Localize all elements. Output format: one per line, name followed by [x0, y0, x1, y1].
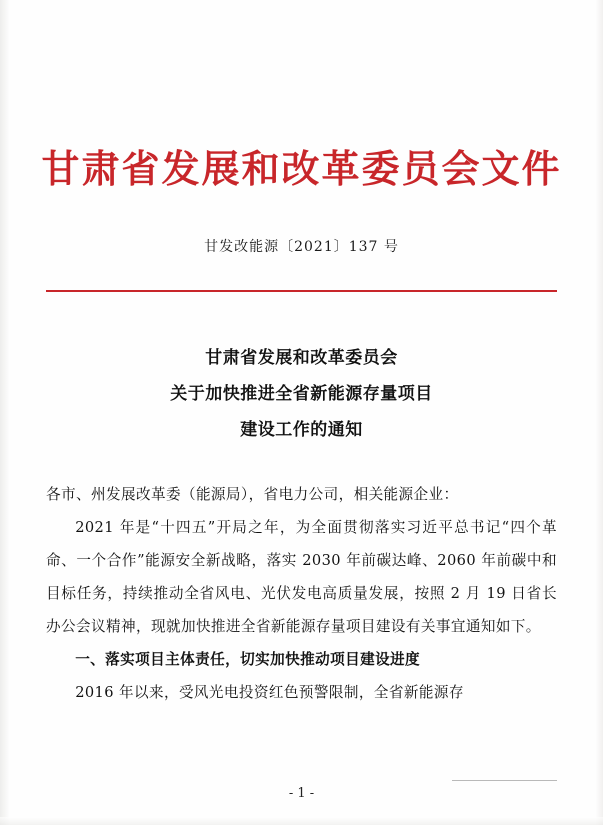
document-header-title: 甘肃省发展和改革委员会文件: [41, 146, 562, 191]
body-paragraph-2: 2016 年以来，受风光电投资红色预警限制，全省新能源存: [75, 684, 464, 701]
document-number: 甘发改能源〔2021〕137 号: [204, 239, 399, 255]
subject-line-1: 甘肃省发展和改革委员会: [205, 348, 398, 368]
footer-rule: [452, 780, 557, 781]
body-paragraph-1: 2021 年是“十四五”开局之年，为全面贯彻落实习近平总书记“四个革命、一个合作”能源安全新战略，落实 2030 年前碳达峰、2060 年前碳中和目标任务，持续推动全省风电、光伏发电高质量发展，按照 2 月 19 日省长办公会议精神，现就加快推进全省新能源存量项目建设有关事宜通知如下。: [46, 519, 557, 635]
subject-line-2: 关于加快推进全省新能源存量项目: [170, 384, 433, 404]
body-addressee: 各市、州发展改革委（能源局），省电力公司，相关能源企业：: [46, 486, 459, 503]
scan-edge-shadow-bottom: [0, 817, 603, 825]
page-number: - 1 -: [288, 786, 315, 801]
red-divider-rule: [46, 290, 557, 292]
body-section-1-heading: 一、落实项目主体责任，切实加快推动项目建设进度: [75, 651, 421, 668]
subject-line-3: 建设工作的通知: [240, 420, 363, 440]
document-body: [46, 478, 557, 709]
document-subject: [0, 340, 603, 448]
